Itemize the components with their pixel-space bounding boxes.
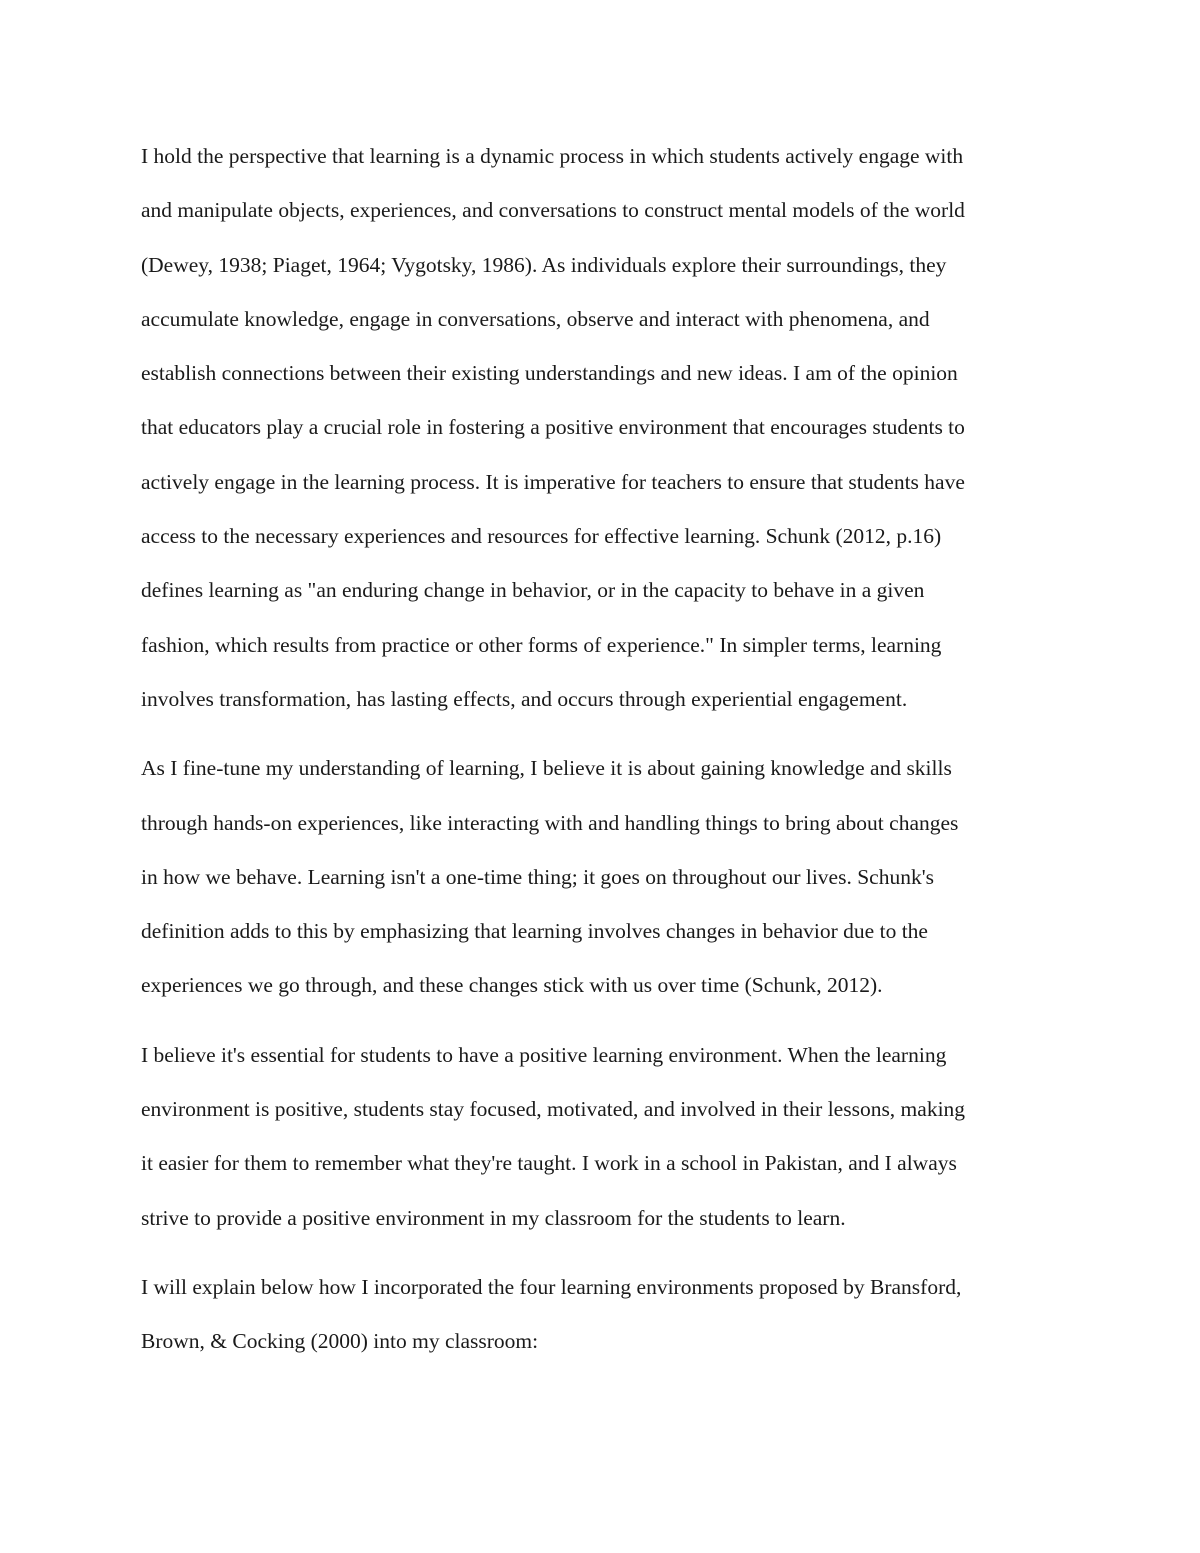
text-line: I hold the perspective that learning is a dynamic process in which students actively engage with: [141, 144, 964, 168]
text-line: strive to provide a positive environment in my classroom for the students to learn.: [141, 1205, 846, 1230]
text-line: experiences we go through, and these changes stick with us over time (Schunk, 2012).: [141, 973, 883, 998]
text-line: environment is positive, students stay focused, motivated, and involved in their lessons, making: [141, 1097, 966, 1122]
text-line: definition adds to this by emphasizing that learning involves changes in behavior due to the: [141, 919, 928, 944]
text-line: actively engage in the learning process. It is imperative for teachers to ensure that students have: [141, 469, 965, 494]
text-line: I will explain below how I incorporated the four learning environments proposed by Bransford,: [141, 1274, 962, 1299]
text-line: and manipulate objects, experiences, and conversations to construct mental models of the world: [141, 198, 965, 223]
paragraph-understanding-learning: [141, 741, 1046, 1012]
text-line: Brown, & Cocking (2000) into my classroom:: [141, 1329, 539, 1354]
paragraph-positive-environment: [141, 1028, 1046, 1245]
text-line: it easier for them to remember what they're taught. I work in a school in Pakistan, and I always: [141, 1151, 957, 1176]
text-line: I believe it's essential for students to have a positive learning environment. When the learning: [141, 1042, 947, 1067]
text-line: As I fine-tune my understanding of learning, I believe it is about gaining knowledge and skills: [141, 756, 952, 781]
paragraph-four-environments: [141, 1260, 1046, 1369]
text-line: through hands-on experiences, like interacting with and handling things to bring about changes: [141, 810, 959, 835]
text-line: defines learning as "an enduring change in behavior, or in the capacity to behave in a given: [141, 578, 925, 603]
paragraph-learning-perspective: [141, 129, 1046, 726]
text-line: accumulate knowledge, engage in conversations, observe and interact with phenomena, and: [141, 306, 930, 331]
text-line: in how we behave. Learning isn't a one-time thing; it goes on throughout our lives. Schunk's: [141, 864, 934, 889]
text-line: involves transformation, has lasting effects, and occurs through experiential engagement.: [141, 686, 908, 711]
text-line: (Dewey, 1938; Piaget, 1964; Vygotsky, 1986). As individuals explore their surroundings, they: [141, 252, 947, 277]
document-body: [141, 129, 1046, 1384]
text-line: that educators play a crucial role in fostering a positive environment that encourages students to: [141, 415, 965, 440]
text-line: fashion, which results from practice or other forms of experience." In simpler terms, learning: [141, 632, 942, 657]
text-line: establish connections between their existing understandings and new ideas. I am of the opinion: [141, 361, 958, 386]
text-line: access to the necessary experiences and resources for effective learning. Schunk (2012, p.16): [141, 524, 942, 549]
